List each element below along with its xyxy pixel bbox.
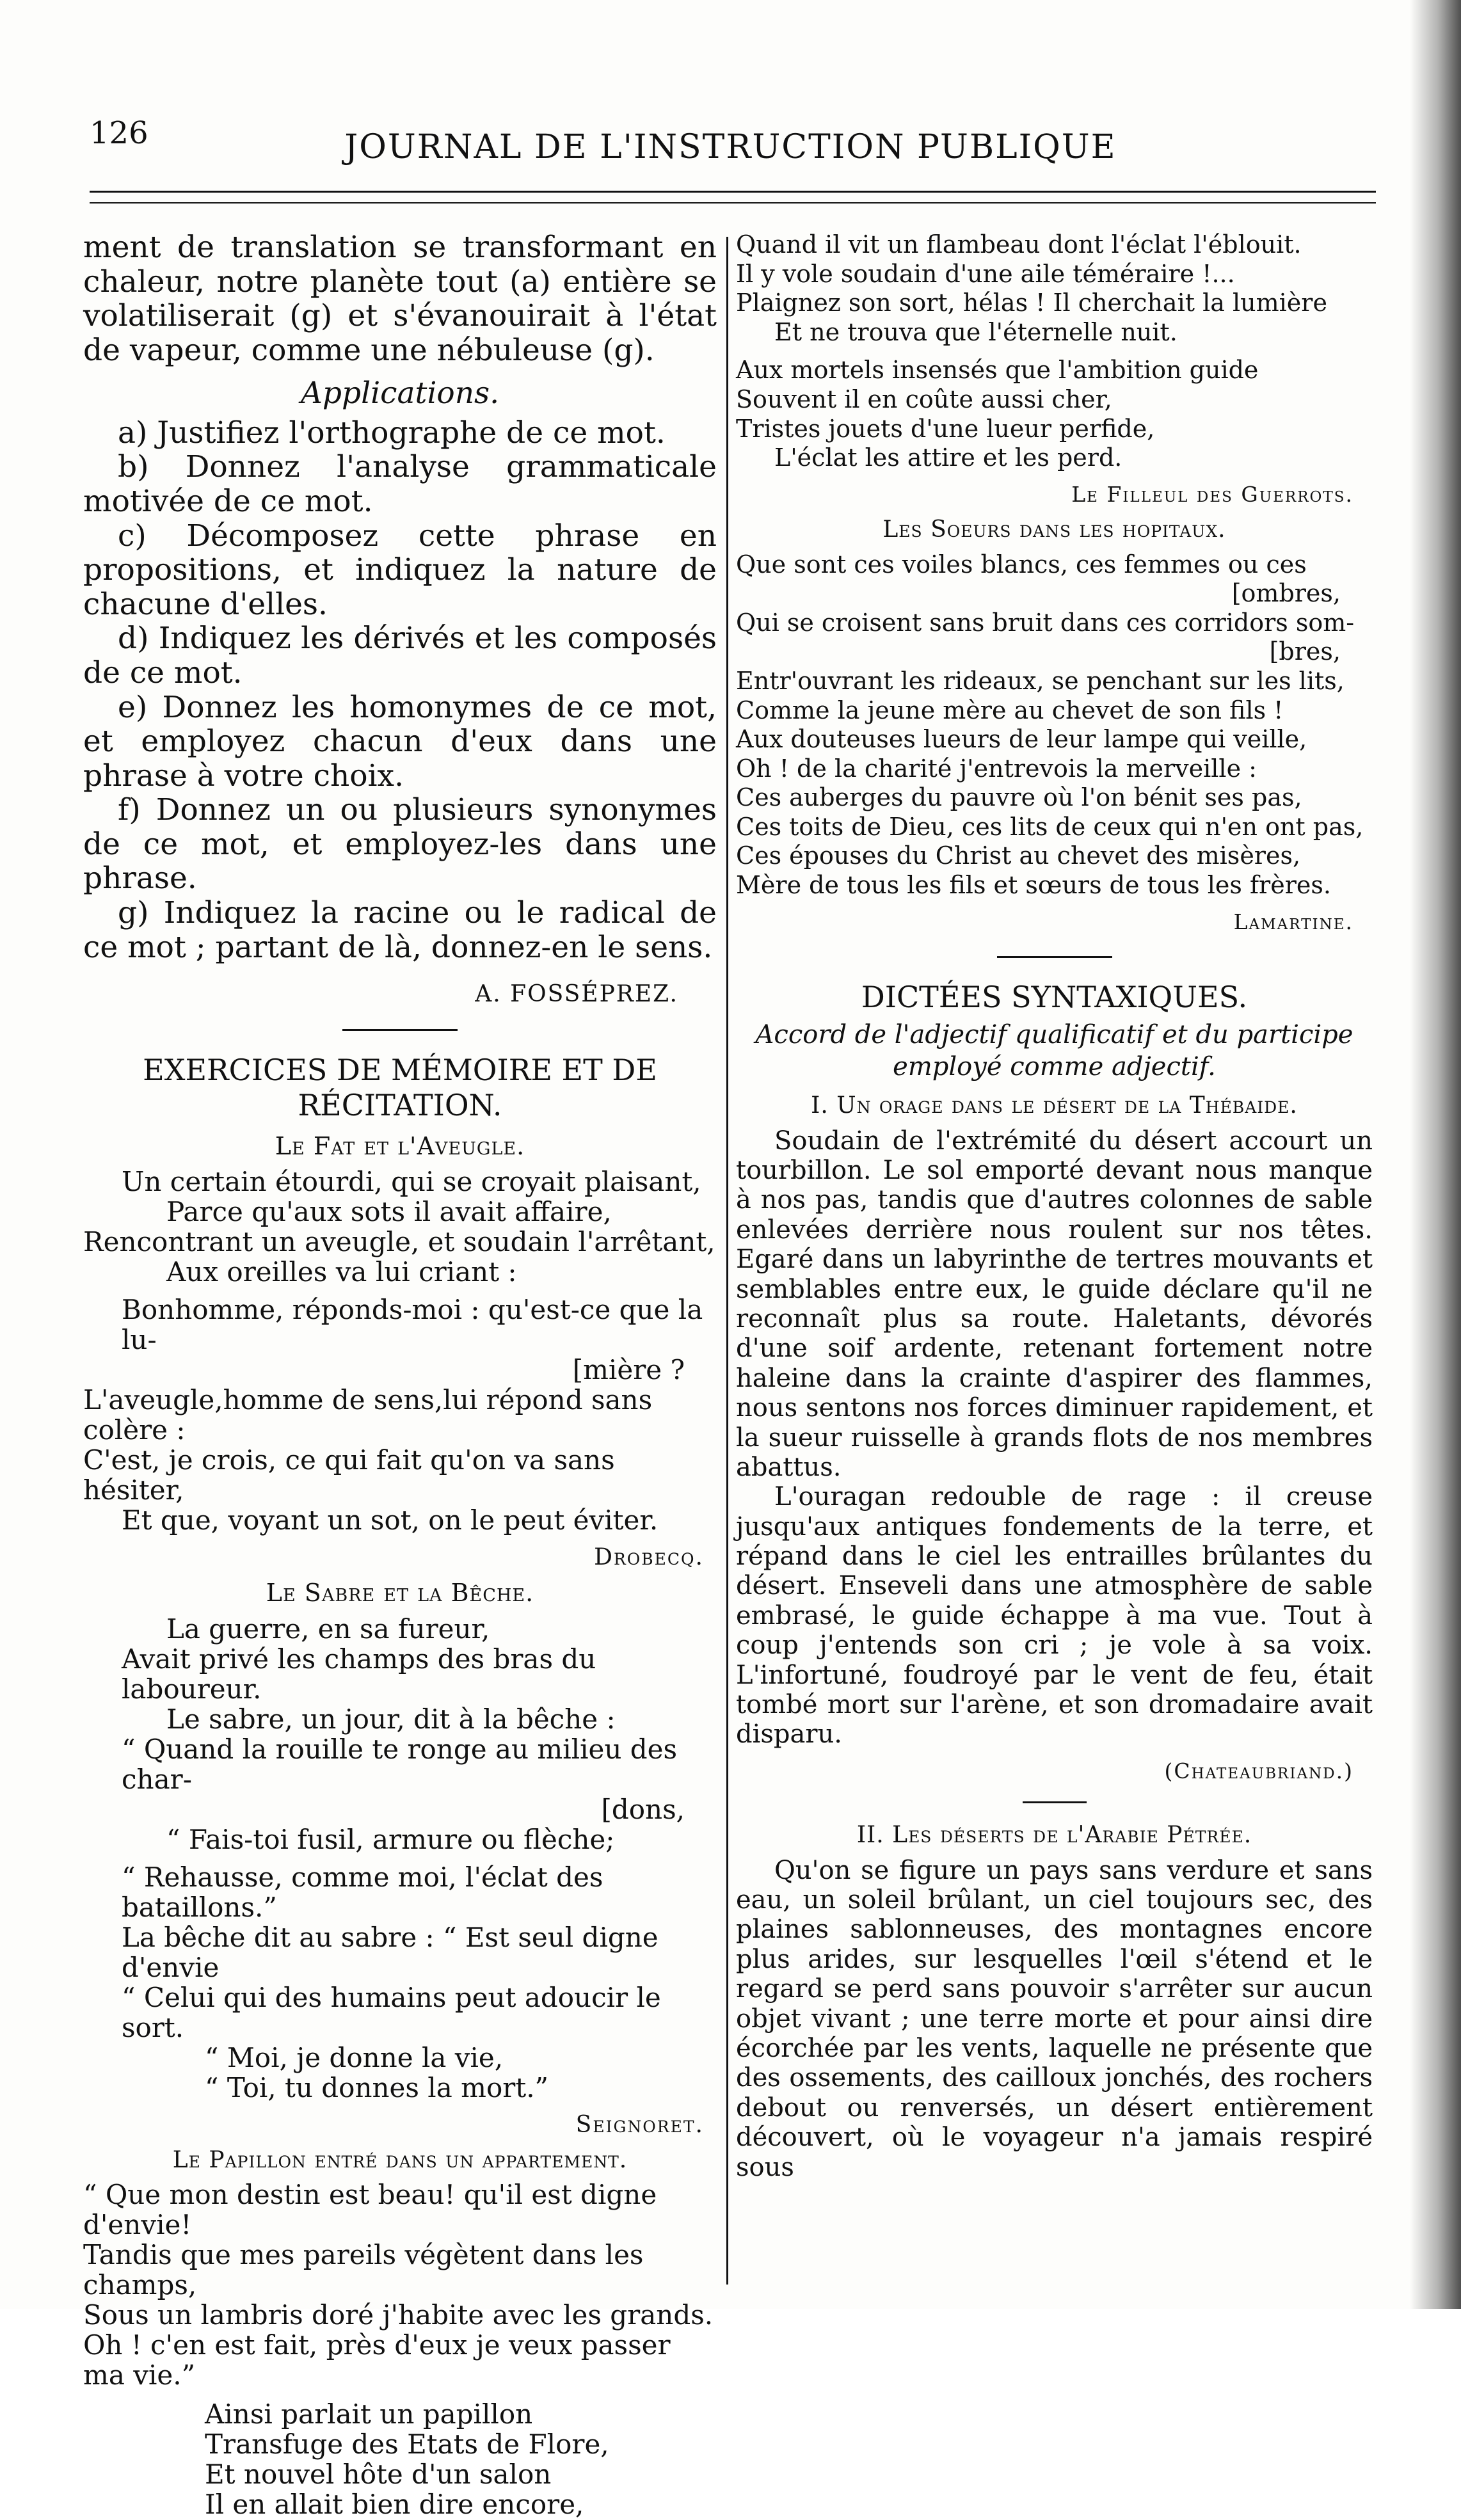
poem-line: “ Quand la rouille te ronge au milieu des char- <box>122 1733 678 1795</box>
page-edge-shadow <box>1410 0 1461 2309</box>
poem-line: Ainsi parlait un papillon <box>205 2398 533 2430</box>
poem4-signature: Lamartine. <box>1233 909 1353 934</box>
page-number: 126 <box>90 115 148 151</box>
application-c: c) Décomposez cette phrase en propositions, et indiquez la nature de chacune d'elles. <box>83 518 717 622</box>
poem-line: Oh ! de la charité j'entrevois la merveille : <box>736 754 1257 783</box>
poem-line: Ces épouses du Christ au chevet des misères, <box>736 841 1301 870</box>
column-divider <box>726 237 728 2285</box>
poem-line: La bêche dit au sabre : “ Est seul digne d'envie <box>122 1921 659 1983</box>
applications-title: Applications. <box>300 376 500 411</box>
poem-line: “ Toi, tu donnes la mort.” <box>205 2072 549 2104</box>
poem1-signature: Drobecq. <box>594 1544 704 1571</box>
poem-line: Ces toits de Dieu, ces lits de ceux qui n'en ont pas, <box>736 812 1364 841</box>
application-a: a) Justifiez l'orthographe de ce mot. <box>118 415 666 451</box>
poem-line: Tristes jouets d'une lueur perfide, <box>736 414 1155 443</box>
poem-line: [ombres, <box>1231 579 1341 608</box>
poem-line: Parce qu'aux sots il avait affaire, <box>166 1195 612 1227</box>
poem-continuation <box>736 230 1373 473</box>
poem-line: Plaignez son sort, hélas ! Il cherchait la lumière <box>736 289 1327 317</box>
poem-line: Aux mortels insensés que l'ambition guide <box>736 356 1259 385</box>
poem-line: “ Que mon destin est beau! qu'il est digne d'envie! <box>83 2179 657 2241</box>
header-rule-bottom <box>90 202 1376 203</box>
poem3-title: Le Papillon entré dans un appartement. <box>172 2147 628 2174</box>
poem1 <box>83 1167 717 1535</box>
dictee1-title: I. Un orage dans le désert de la Thébaide. <box>811 1092 1298 1119</box>
application-e: e) Donnez les homonymes de ce mot, et employez chacun d'eux dans une phrase à votre choix. <box>83 689 717 793</box>
poem-line: Entr'ouvrant les rideaux, se penchant sur les lits, <box>736 666 1345 695</box>
dictee-separator <box>1023 1801 1087 1803</box>
section-separator <box>997 956 1112 958</box>
application-b: b) Donnez l'analyse grammaticale motivée de ce mot. <box>83 449 717 520</box>
header-rule-top <box>90 191 1376 193</box>
poem-line: Aux douteuses lueurs de leur lampe qui veille, <box>736 725 1307 754</box>
poem-line: [mière ? <box>572 1354 685 1386</box>
poem-line: Ces auberges du pauvre où l'on bénit ses pas, <box>736 783 1302 812</box>
application-d: d) Indiquez les dérivés et les composés de ce mot. <box>83 621 717 690</box>
poem-line: “ Moi, je donne la vie, <box>205 2042 504 2074</box>
poem1-title: Le Fat et l'Aveugle. <box>275 1131 525 1160</box>
dictees-section-title: DICTÉES SYNTAXIQUES. <box>861 980 1248 1015</box>
poem-line: Il en allait bien dire encore, <box>205 2489 584 2520</box>
poem2-signature: Seignoret. <box>575 2112 704 2139</box>
poem-line: La guerre, en sa fureur, <box>166 1613 490 1645</box>
signature-fosseprez: A. FOSSÉPREZ. <box>475 981 678 1008</box>
poem-line: “ Celui qui des humains peut adoucir le sort. <box>122 1981 661 2043</box>
poem-line: Que sont ces voiles blancs, ces femmes ou ces <box>736 550 1307 578</box>
poem-line: Sous un lambris doré j'habite avec les grands. <box>83 2299 714 2331</box>
poem-line: Transfuge des Etats de Flore, <box>205 2428 609 2460</box>
poem-line: Bonhomme, réponds-moi : qu'est-ce que la lu- <box>122 1293 703 1356</box>
poem-line: Un certain étourdi, qui se croyait plaisant, <box>122 1165 701 1197</box>
dictee1-paragraph-1: Soudain de l'extrémité du désert accourt un tourbillon. Le sol emporté devant nous manque à nos pas, tandis que d'autres colonnes de sable enlevées derrière nous roulent sur nos têtes. Egaré dans un labyrinthe de tertres mouvants et semblables entre eux, le guide déclare qu'il ne reconnaît plus sa route. Haletants, dévorés d'une soif ardente, retenant fortement notre haleine dans la crainte d'aspirer des flammes, nous sentons nos forces diminuer rapidement, et la sueur ruisselle à grands flots de nos membres abattus. <box>736 1126 1373 1482</box>
running-head: JOURNAL DE L'INSTRUCTION PUBLIQUE <box>344 128 1117 166</box>
poem-line: “ Rehausse, comme moi, l'éclat des bataillons.” <box>122 1861 603 1923</box>
poem2-title: Le Sabre et la Bêche. <box>266 1579 534 1607</box>
poem-line: Et que, voyant un sot, on le peut éviter. <box>122 1504 659 1536</box>
poem-line: Quand il vit un flambeau dont l'éclat l'éblouit. <box>736 230 1302 259</box>
poem-line: Il y vole soudain d'une aile téméraire !... <box>736 259 1235 288</box>
poem-line: Mère de tous les fils et sœurs de tous les frères. <box>736 871 1331 900</box>
right-column <box>736 230 1373 2182</box>
poem-line: C'est, je crois, ce qui fait qu'on va sans hésiter, <box>83 1444 615 1506</box>
poem-line: L'aveugle,homme de sens,lui répond sans colère : <box>83 1384 653 1446</box>
poem2 <box>83 1614 717 2103</box>
dictee1-signature: (Chateaubriand.) <box>1164 1758 1353 1783</box>
poem4-title: Les Soeurs dans les hopitaux. <box>882 516 1226 543</box>
poem-line: L'éclat les attire et les perd. <box>774 443 1122 472</box>
application-g: g) Indiquez la racine ou le radical de ce mot ; partant de là, donnez-en le sens. <box>83 895 717 965</box>
section-separator <box>342 1029 458 1031</box>
left-column <box>83 230 717 2519</box>
poem-line: Souvent il en coûte aussi cher, <box>736 385 1112 413</box>
poem-line: Avait privé les champs des bras du laboureur. <box>122 1643 596 1705</box>
section-title-line-1: EXERCICES DE MÉMOIRE ET DE <box>143 1053 657 1088</box>
poem-line: [dons, <box>601 1793 685 1825</box>
poem-line: Oh ! c'en est fait, près d'eux je veux passer ma vie.” <box>83 2329 671 2391</box>
dictee2-paragraph-1: Qu'on se figure un pays sans verdure et sans eau, un soleil brûlant, un ciel toujours sec, des plaines sablonneuses, des montagnes encore plus arides, sur lesquelles l'œil s'étend et le regard se perd sans pouvoir s'arrêter sur aucun objet vivant ; une terre morte et pour ainsi dire écorchée par les vents, laquelle ne présente que des ossements, des cailloux jonchés, des rochers debout ou renversés, un désert entièrement découvert, où le voyageur n'a jamais respiré sous <box>736 1855 1373 2182</box>
intro-paragraph: ment de translation se transformant en chaleur, notre planète tout (a) entière se volatiliserait (g) et s'évanouirait à l'état de vapeur, comme une nébuleuse (g). <box>83 230 717 368</box>
poem-line: Tandis que mes pareils végètent dans les champs, <box>83 2239 644 2301</box>
poem-line: Rencontrant un aveugle, et soudain l'arrêtant, <box>83 1225 715 1257</box>
poem-line: “ Fais-toi fusil, armure ou flèche; <box>166 1823 615 1855</box>
poem-continuation-signature: Le Filleul des Guerrots. <box>1071 481 1353 507</box>
poem-line: Le sabre, un jour, dit à la bêche : <box>166 1703 616 1735</box>
poem-line: Aux oreilles va lui criant : <box>166 1256 517 1288</box>
poem-line: Qui se croisent sans bruit dans ces corridors som- <box>736 608 1355 637</box>
poem-line: Comme la jeune mère au chevet de son fils ! <box>736 696 1284 724</box>
poem4 <box>736 550 1373 900</box>
application-f: f) Donnez un ou plusieurs synonymes de ce mot, et employez-les dans une phrase. <box>83 792 717 897</box>
poem-line: Et ne trouva que l'éternelle nuit. <box>774 317 1178 346</box>
section-title-line-2: RÉCITATION. <box>298 1088 502 1123</box>
poem-line: [bres, <box>1269 637 1341 666</box>
dictees-section-subtitle: Accord de l'adjectif qualificatif et du participe employé comme adjectif. <box>755 1020 1353 1082</box>
dictee2-title: II. Les déserts de l'Arabie Pétrée. <box>856 1822 1252 1849</box>
poem-line: Et nouvel hôte d'un salon <box>205 2459 552 2491</box>
poem3 <box>83 2180 717 2519</box>
dictee1-paragraph-2: L'ouragan redouble de rage : il creuse jusqu'aux antiques fondements de la terre, et répand dans le ciel les entrailles brûlantes du désert. Enseveli dans une atmosphère de sable embrasé, le guide échappe à ma vue. Tout à coup j'entends son cri ; je vole à sa voix. L'infortuné, foudroyé par le vent de feu, était tombé mort sur l'arène, et son dromadaire avait disparu. <box>736 1482 1373 1750</box>
